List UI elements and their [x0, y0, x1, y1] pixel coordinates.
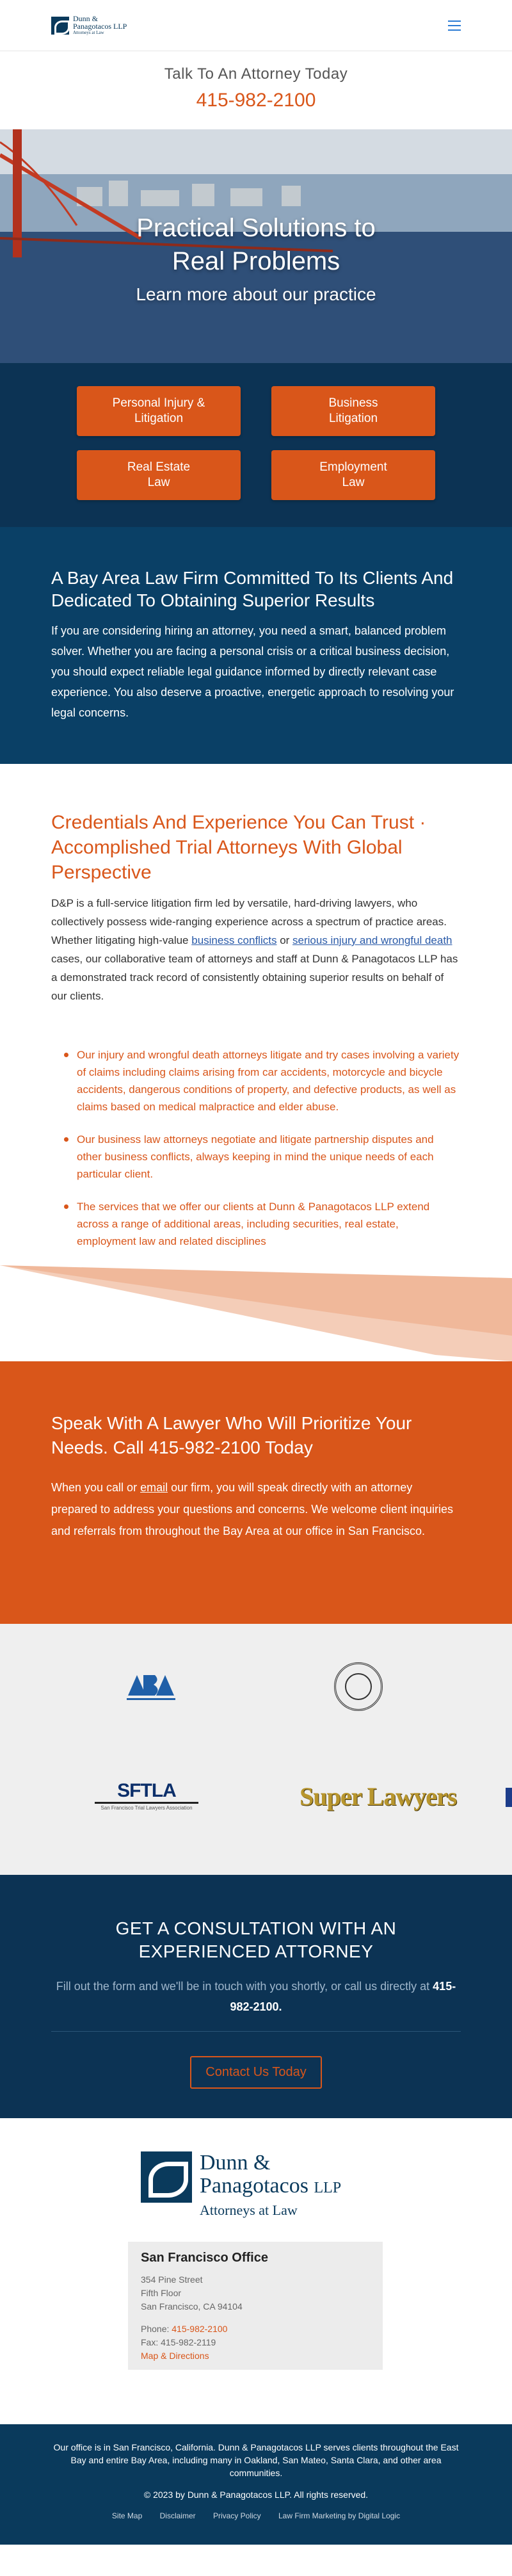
speak-section [0, 1361, 512, 1624]
footer-link-disclaimer[interactable]: Disclaimer [159, 2511, 196, 2520]
talk-banner [0, 51, 512, 129]
bottom-bar [0, 2424, 512, 2545]
office-phone-link[interactable]: 415-982-2100 [172, 2324, 228, 2334]
hero-title-line1: Practical Solutions to [136, 214, 376, 242]
consult-title: GET A CONSULTATION WITH AN EXPERIENCED ATTORNEY [115, 1918, 397, 1961]
affiliations-logos [0, 1624, 512, 1875]
office-title: San Francisco Office [141, 2251, 268, 2265]
list-item: Our injury and wrongful death attorneys litigate and try cases involving a variety of claims including claims arising from car accidents, motorcycle and bicycle accidents, dangerous conditions of property, and defective products, as well as claims based on medical malpractice and elder abuse. [64, 1046, 461, 1115]
copyright: © 2023 by Dunn & Panagotacos LLP. All rights reserved. [143, 2490, 369, 2500]
logo-line1: Dunn & [73, 14, 98, 23]
consultation-section [0, 1875, 512, 2118]
aba-logo [122, 1667, 177, 1706]
list-item: The services that we offer our clients at Dunn & Panagotacos LLP extend across a range of additional areas, including securities, real estate, employment law and related disciplines [64, 1198, 461, 1250]
credentials-intro: D&P is a full-service litigation firm led by versatile, hard-driving lawyers, who collectively possess wide-ranging experience across a spectrum of practice areas. Whether litigating high-value business conflicts or serious injury and wrongful death cases, our collaborative team of attorneys and staff at Dunn & Panagotacos LLP has a demonstrated track record of consistently obtaining superior results on behalf of our clients. [51, 897, 458, 1002]
footer-link-marketing[interactable]: Law Firm Marketing by Digital Logic [278, 2511, 401, 2520]
consult-phone[interactable]: 415-982-2100. [230, 1980, 456, 2013]
sftla-logo: SFTLA San Francisco Trial Lawyers Association [95, 1780, 198, 1811]
hero-subtitle: Learn more about our practice [136, 284, 376, 304]
practice-real-estate-button[interactable]: Real Estate Law [77, 450, 241, 500]
bay-area-title: A Bay Area Law Firm Committed To Its Clients And Dedicated To Obtaining Superior Results [51, 568, 454, 610]
footer-logo[interactable]: Dunn & Panagotacos LLP Attorneys at Law [141, 2151, 358, 2219]
credentials-list [51, 1046, 461, 1250]
email-link[interactable]: email [140, 1481, 168, 1494]
decorative-wave [0, 1265, 512, 1361]
practice-areas [0, 363, 512, 527]
speak-body: When you call or email our firm, you will speak directly with an attorney prepared to address your questions and concerns. We welcome client inquiries and referrals from throughout the Bay Area at our office in San Francisco. [51, 1481, 454, 1537]
footer-link-privacy[interactable]: Privacy Policy [212, 2511, 261, 2520]
credentials-section [0, 764, 512, 1361]
logo-line3: Attorneys at Law [73, 30, 104, 35]
office-footer [0, 2118, 512, 2424]
serious-injury-link[interactable]: serious injury and wrongful death [292, 934, 452, 946]
logo-line2: Panagotacos LLP [73, 22, 127, 31]
logo-mark-icon [141, 2151, 192, 2203]
office-card: San Francisco Office 354 Pine Street Fifth Floor San Francisco, CA 94104 Phone: 415-982-2100 Fax: 415-982-2119 Map & Directions [128, 2242, 383, 2370]
bay-area-section [0, 527, 512, 764]
site-header [0, 0, 512, 51]
footer-links [0, 2511, 512, 2520]
office-address: 354 Pine Street Fifth Floor San Francisco, CA 94104 [141, 2274, 243, 2312]
list-item: Our business law attorneys negotiate and litigate partnership disputes and other business conflicts, always keeping in mind the unique needs of each particular client. [64, 1131, 461, 1183]
consult-body: Fill out the form and we'll be in touch with you shortly, or call us directly at 415-982-2100. [56, 1980, 456, 2013]
super-lawyers-logo: Super Lawyers [300, 1782, 457, 1811]
footer-link-site-map[interactable]: Site Map [111, 2511, 143, 2520]
footer-about: Our office is in San Francisco, California. Dunn & Panagotacos LLP serves clients throughout the East Bay and entire Bay Area, including many in Oakland, San Mateo, Santa Clara, and other area communities. [53, 2442, 459, 2478]
business-conflicts-link[interactable]: business conflicts [191, 934, 277, 946]
talk-label: Talk To An Attorney Today [164, 65, 348, 83]
state-bar-seal-icon [334, 1662, 383, 1711]
hero-title-line2: Real Problems [172, 247, 340, 275]
map-directions-link[interactable]: Map & Directions [141, 2351, 209, 2361]
partial-logo [506, 1788, 512, 1807]
menu-icon[interactable] [448, 20, 461, 31]
divider [51, 2031, 461, 2032]
bay-area-body: If you are considering hiring an attorney, you need a smart, balanced problem solver. Whether you are facing a personal crisis or a critical business decision, you should expect reliable legal guidance informed by directly relevant case experience. You also deserve a proactive, energetic approach to resolving your legal concerns. [51, 624, 454, 719]
talk-phone-link[interactable]: 415-982-2100 [196, 90, 316, 111]
hero-banner [0, 129, 512, 363]
site-logo[interactable] [51, 15, 127, 36]
speak-title: Speak With A Lawyer Who Will Prioritize Your Needs. Call 415-982-2100 Today [51, 1413, 412, 1457]
practice-personal-injury-button[interactable]: Personal Injury & Litigation [77, 386, 241, 436]
practice-business-litigation-button[interactable]: Business Litigation [271, 386, 435, 436]
logo-mark-icon [51, 17, 69, 35]
credentials-title: Credentials And Experience You Can Trust · Accomplished Trial Attorneys With Global Perspective [51, 812, 426, 883]
contact-us-button[interactable]: Contact Us Today [190, 2056, 322, 2089]
office-fax: Fax: 415-982-2119 [141, 2337, 216, 2347]
practice-employment-button[interactable]: Employment Law [271, 450, 435, 500]
